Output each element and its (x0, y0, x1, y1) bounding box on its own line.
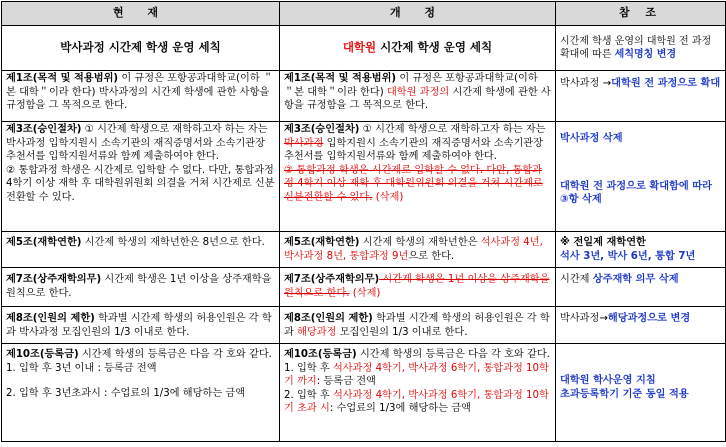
art1-revised-head: 제1조(목적 및 적용범위) (284, 73, 397, 84)
art8-revised-body-1: 학과별 시간제 학생의 허용인원은 각 학과 (284, 313, 550, 338)
art5-current (2, 232, 280, 268)
art8-ref-blue: 해당과정으로 변경 (607, 313, 691, 324)
art1-current (2, 71, 280, 122)
art3-revised-head: 제3조(승인절차) (284, 124, 360, 135)
title-ref-plain: 시간제 학생 운영의 대학원 전 과정 확대에 따른 (560, 35, 712, 60)
art7-current-body: 시간제 학생은 1년 이상을 상주재학을 원칙으로 한다. (6, 274, 272, 299)
art7-reference (556, 268, 726, 307)
art10-revised-intro: 시간제 학생의 등록금은 다음 각 호와 같다. (356, 349, 550, 360)
art10-revised-item2-a: 2. 입학 후 (284, 389, 333, 401)
art8-current-head: 제8조(인원의 제한) (6, 313, 95, 324)
article-1-row (2, 71, 726, 122)
art7-revised-strike: 시간제 학생은 1년 이상을 상주재학을 원칙으로 한다. (284, 274, 550, 299)
art10-current-item2: 2. 입학 후 3년초과시 : 수업료의 1/3에 해당하는 금액 (6, 388, 246, 400)
art3-revised-p1-strike: 박사과정 (284, 137, 324, 149)
art10-revised-item1-a: 1. 입학 후 (284, 362, 333, 374)
art7-revised-head: 제7조(상주재학의무) (284, 274, 380, 285)
art1-current-head: 제1조(목적 및 적용범위) (6, 73, 119, 84)
art10-ref-line1: 대학원 학사운영 지침 (560, 375, 656, 386)
art7-revised (280, 268, 556, 307)
art5-ref-line2: 석사 3년, 박사 6년, 통합 7년 (560, 250, 696, 262)
art8-revised (280, 307, 556, 344)
art7-current (2, 268, 280, 307)
art8-current-body: 학과별 시간제 학생의 허용인원은 각 학과 박사과정 모집인원의 1/3 이내로 한다. (6, 313, 272, 338)
art8-current (2, 307, 280, 344)
art3-current-p1: ① 시간제 학생으로 재학하고자 하는 자는 박사과정 입학지원시 소속기관의 재직증명서와 소속기관장 추천서를 입학지원서류와 함께 제출하여야 한다. (6, 124, 268, 163)
art3-revised-p2-strike: ② 통합과정 학생은 시간제로 입학할 수 없다. 다만, 통합과정 4학기 이상 재학 후 대학원위원회 의결을 거쳐 시간제로 신분전환할 수 있다. (284, 164, 543, 203)
art3-revised-p1-b: 입학지원시 소속기관의 재직증명서와 소속기관장 추천서를 입학지원서류와 함께 제출하여야 한다. (284, 137, 543, 163)
art3-current-head: 제3조(승인절차) (6, 124, 82, 135)
art8-revised-head: 제8조(인원의 제한) (284, 313, 373, 324)
art5-revised (280, 232, 556, 268)
art3-revised (280, 122, 556, 232)
header-current: 현 재 (2, 2, 280, 26)
art10-revised-item1-b: : 등록금 전액 (316, 376, 376, 388)
art8-revised-body-2: 모집인원의 1/3 이내로 한다. (336, 326, 468, 338)
art10-current-item1: 1. 입학 후 3년 이내 : 등록금 전액 (6, 362, 157, 374)
art8-revised-red: 해당과정 (297, 326, 337, 338)
art7-ref-plain: 시간제 (560, 274, 593, 285)
art1-revised-body-2: 시간제 학생에 관한 사항을 규정함을 그 목적으로 한다. (284, 86, 551, 112)
art8-ref-plain: 박사과정→ (560, 313, 608, 324)
art3-ref2: 대학원 전 과정으로 확대함에 따라 ③항 삭제 (560, 180, 712, 206)
header-reference: 참 조 (556, 2, 726, 26)
art7-ref-blue: 상주재학 의무 삭제 (592, 274, 679, 285)
header-row (2, 2, 726, 26)
art5-revised-body-2: 으로 한다. (408, 250, 455, 262)
art1-ref-blue: 대학원 전 과정으로 확대 (611, 78, 721, 89)
art10-current-head: 제10조(등록금) (6, 349, 79, 360)
art3-reference (556, 122, 726, 232)
header-revised: 개 정 (280, 2, 556, 26)
art3-ref1: 박사과정 삭제 (560, 133, 623, 144)
article-8-row (2, 307, 726, 344)
art5-reference (556, 232, 726, 268)
art10-revised (280, 344, 556, 442)
title-revised (280, 26, 556, 71)
article-3-row (2, 122, 726, 232)
art10-revised-item1-red: 석사과정 4학기, 박사과정 6학기, 통합과정 10학기 까지 (284, 362, 549, 388)
art3-revised-p1-a: ① 시간제 학생으로 재학하고자 하는 자는 (359, 124, 546, 135)
art5-revised-head: 제5조(재학연한) (284, 237, 360, 248)
art10-ref-line2: 초과등록학기 기준 동일 적용 (560, 388, 689, 400)
art5-revised-red: 석사과정 4년, 박사과정 8년, 통합과정 9년 (284, 237, 543, 262)
article-10-row (2, 344, 726, 442)
title-ref-blue: 세칙명칭 변경 (614, 49, 677, 60)
art1-current-body: 이 규정은 포항공과대학교(이하 ＂본 대학＂이라 한다) 박사과정의 시간제 학생에 관한 사항을 규정함을 그 목적으로 한다. (6, 73, 274, 112)
art3-current-p2: ② 통합과정 학생은 시간제로 입학할 수 없다. 다만, 통합과정 4학기 이상 재학 후 대학원위원회 의결을 거쳐 시간제로 신분전환할 수 있다. (6, 164, 275, 203)
art5-revised-body-1: 시간제 학생의 재학년한은 (359, 237, 481, 248)
art8-reference (556, 307, 726, 344)
article-7-row (2, 268, 726, 307)
art10-current-intro: 시간제 학생의 등록금은 다음 각 호와 같다. (78, 349, 272, 360)
art1-revised (280, 71, 556, 122)
title-row (2, 26, 726, 71)
art10-revised-item2-red: 석사과정 4학기, 박사과정 6학기, 통합과정 10학기 초과 시 (284, 389, 549, 415)
art3-revised-p2-note: (삭제) (372, 191, 404, 203)
art5-ref-line1: ※ 전일제 재학연한 (560, 237, 646, 248)
art10-revised-head: 제10조(등록금) (284, 349, 357, 360)
art7-current-head: 제7조(상주재학의무) (6, 274, 102, 285)
art3-current (2, 122, 280, 232)
art1-revised-red: 대학원 과정의 (386, 86, 450, 98)
art1-reference (556, 71, 726, 122)
regulation-comparison-table (1, 1, 726, 442)
title-current: 박사과정 시간제 학생 운영 세칙 (2, 26, 280, 71)
art10-current (2, 344, 280, 442)
article-5-row (2, 232, 726, 268)
art5-current-head: 제5조(재학연한) (6, 237, 82, 248)
art10-revised-item2-b: : 수업료의 1/3에 해당하는 금액 (329, 403, 471, 415)
title-revised-prefix: 대학원 (342, 40, 377, 55)
title-revised-suffix: 시간제 학생 운영 세칙 (376, 40, 493, 55)
art5-current-body: 시간제 학생의 재학년한은 8년으로 한다. (81, 237, 265, 248)
art7-revised-note: (삭제) (349, 287, 381, 299)
art1-ref-plain: 박사과정 → (560, 78, 612, 89)
art1-revised-body-1: 이 규정은 포항공과대학교(이하 ＂본 대학＂이라 한다) (284, 73, 538, 98)
title-reference (556, 26, 726, 71)
art10-reference (556, 344, 726, 442)
